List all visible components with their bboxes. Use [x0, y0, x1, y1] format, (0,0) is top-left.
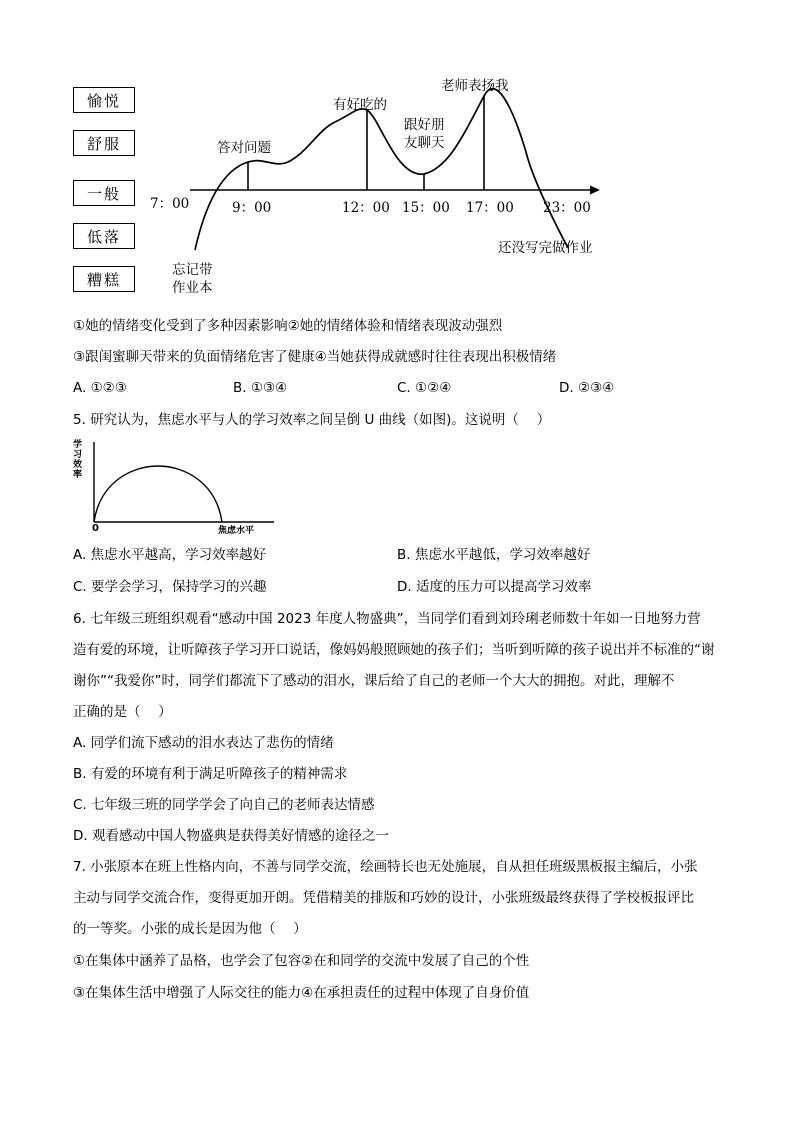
time-17: 17：00 — [466, 200, 514, 216]
q6-stem-line3: 谢你”“我爱你”时，同学们都流下了感动的泪水，课后给了自己的老师一个大大的拥抱。对此，理解不 — [73, 673, 675, 689]
time-12: 12：00 — [342, 200, 390, 216]
q6-stem-line4: 正确的是（ ） — [73, 704, 172, 720]
graph-x-label: 焦虑水平 — [218, 526, 255, 536]
q4-option-c: C. ①②④ — [397, 380, 452, 396]
q5-stem: 5. 研究认为，焦虑水平与人的学习效率之间呈倒 U 曲线（如图)。这说明（ ） — [73, 412, 551, 428]
time-7: 7：00 — [150, 196, 190, 212]
q5-option-b: B. 焦虑水平越低，学习效率越好 — [397, 547, 591, 563]
q4-statement-line2: ③跟闺蜜聊天带来的负面情绪危害了健康④当她获得成就感时往往表现出积极情绪 — [73, 349, 557, 365]
q6-option-c: C. 七年级三班的同学学会了向自己的老师表达情感 — [73, 797, 375, 813]
q6-option-a: A. 同学们流下感动的泪水表达了悲伤的情绪 — [73, 735, 334, 751]
q7-statement-line2: ③在集体生活中增强了人际交往的能力④在承担责任的过程中体现了自身价值 — [73, 985, 530, 1001]
q7-statement-line1: ①在集体中涵养了品格，也学会了包容②在和同学的交流中发展了自己的个性 — [73, 953, 530, 969]
q5-option-c: C. 要学会学习，保持学习的兴趣 — [73, 579, 267, 595]
graph-y-label: 学习效率 — [73, 440, 83, 480]
event-homework: 还没写完做作业 — [498, 240, 593, 256]
event-forgot-line2: 作业本 — [172, 280, 213, 296]
q4-option-b: B. ①③④ — [233, 380, 288, 396]
graph-origin: 0 — [92, 523, 99, 534]
mood-level-happy: 愉悦 — [73, 87, 135, 113]
mood-level-terrible: 糟糕 — [73, 266, 135, 292]
mood-curve-svg — [0, 0, 794, 300]
event-praise: 老师表扬我 — [441, 78, 509, 94]
q7-stem-line3: 的一等奖。小张的成长是因为他（ ） — [73, 921, 307, 937]
time-9: 9：00 — [232, 200, 272, 216]
q4-option-d: D. ②③④ — [559, 380, 615, 396]
q6-option-d: D. 观看感动中国人物盛典是获得美好情感的途径之一 — [73, 828, 389, 844]
event-food: 有好吃的 — [333, 97, 387, 113]
q5-option-d: D. 适度的压力可以提高学习效率 — [397, 579, 592, 595]
q7-stem-line1: 7. 小张原本在班上性格内向，不善与同学交流，绘画特长也无处施展，自从担任班级黑板报主编后，小张 — [73, 859, 698, 875]
event-friend-line2: 友聊天 — [404, 135, 445, 151]
q7-stem-line2: 主动与同学交流合作，变得更加开朗。凭借精美的排版和巧妙的设计，小张班级最终获得了学校板报评比 — [73, 890, 694, 906]
mood-level-normal: 一般 — [73, 180, 135, 206]
q4-option-a: A. ①②③ — [73, 380, 127, 396]
mood-axis-arrow — [590, 186, 600, 195]
mood-level-low: 低落 — [73, 223, 135, 249]
event-friend-line1: 跟好朋 — [404, 117, 445, 133]
time-23: 23：00 — [543, 200, 591, 216]
q6-stem-line2: 造有爱的环境，让听障孩子学习开口说话，像妈妈般照顾她的孩子们；当听到听障的孩子说出并不标准的“谢 — [73, 642, 715, 658]
event-answered: 答对问题 — [217, 140, 271, 156]
q5-option-a: A. 焦虑水平越高，学习效率越好 — [73, 547, 267, 563]
q4-statement-line1: ①她的情绪变化受到了多种因素影响②她的情绪体验和情绪表现波动强烈 — [73, 318, 503, 334]
q6-option-b: B. 有爱的环境有利于满足听障孩子的精神需求 — [73, 766, 348, 782]
inverted-u-curve — [94, 466, 222, 522]
time-15: 15：00 — [402, 200, 450, 216]
event-forgot-line1: 忘记带 — [172, 262, 213, 278]
q6-stem-line1: 6. 七年级三班组织观看“感动中国 2023 年度人物盛典”，当同学们看到刘玲琍老师数十年如一日地努力营 — [73, 611, 701, 627]
mood-level-comfortable: 舒服 — [73, 130, 135, 156]
